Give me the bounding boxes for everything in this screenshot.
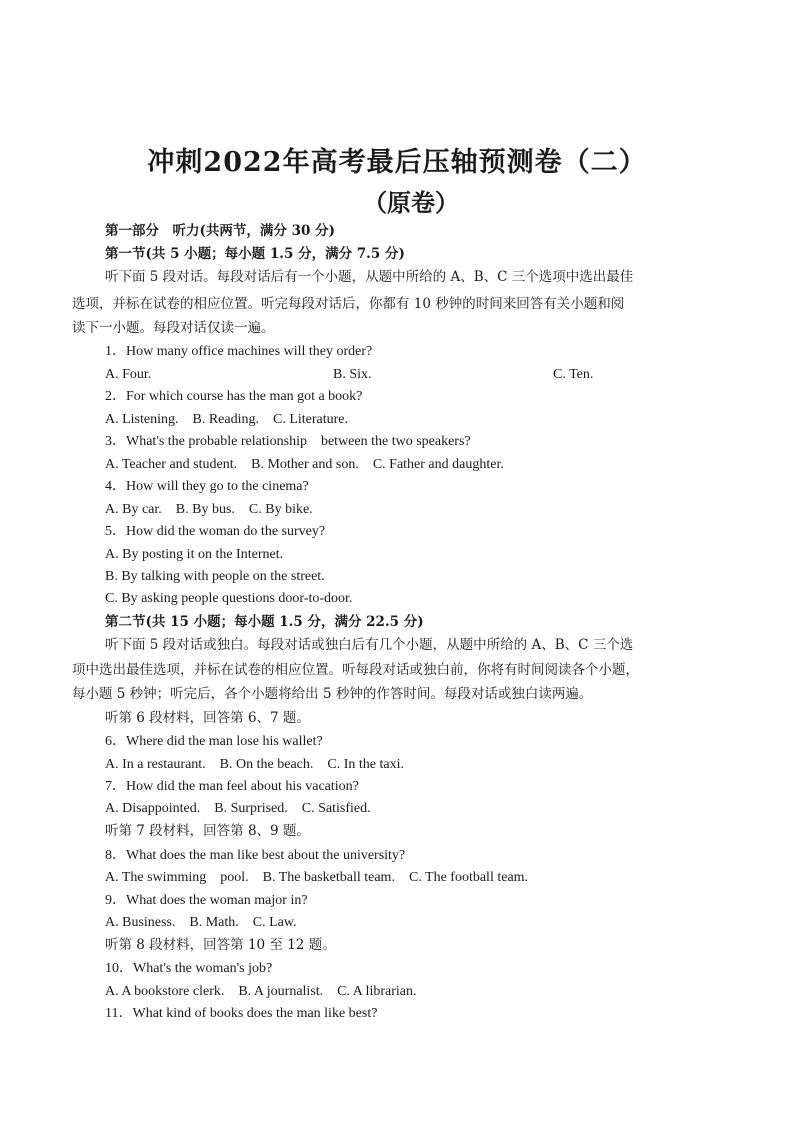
page-subtitle: （原卷） xyxy=(363,188,459,217)
question-6-options: A. In a restaurant. B. On the beach. C. In the taxi. xyxy=(105,757,404,772)
question-11-stem: 11．What kind of books does the man like best? xyxy=(105,1006,378,1021)
question-10-stem: 10．What's the woman's job? xyxy=(105,961,273,976)
question-3-stem: 3．What's the probable relationship between the two speakers? xyxy=(105,434,471,449)
question-2-options: A. Listening. B. Reading. C. Literature. xyxy=(105,412,349,427)
question-8-stem: 8．What does the man like best about the university? xyxy=(105,848,406,863)
question-3-options: A. Teacher and student. B. Mother and son. C. Father and daughter. xyxy=(105,457,504,472)
q5-option-a: A. By posting it on the Internet. xyxy=(105,547,284,562)
section1-instructions-2: 选项，并标在试卷的相应位置。听完每段对话后，你都有 10 秒钟的时间来回答有关小题和阅 xyxy=(72,296,625,312)
material-7-note: 听第 7 段材料，回答第 8、9 题。 xyxy=(105,823,310,839)
question-7-stem: 7．How did the man feel about his vacation? xyxy=(105,779,359,794)
q1-option-a: A. Four. xyxy=(105,367,152,382)
question-9-options: A. Business. B. Math. C. Law. xyxy=(105,915,297,930)
section2-heading: 第二节(共 15 小题；每小题 1.5 分，满分 22.5 分) xyxy=(105,614,424,630)
q5-option-c: C. By asking people questions door-to-door. xyxy=(105,591,353,606)
material-8-note: 听第 8 段材料，回答第 10 至 12 题。 xyxy=(105,937,336,953)
question-9-stem: 9．What does the woman major in? xyxy=(105,893,308,908)
section1-instructions-3: 读下一小题。每段对话仅读一遍。 xyxy=(72,320,275,336)
q1-option-b: B. Six. xyxy=(333,367,372,382)
question-2-stem: 2．For which course has the man got a book? xyxy=(105,389,363,404)
section2-instructions-1: 听下面 5 段对话或独白。每段对话或独白后有几个小题，从题中所给的 A、B、C 三个选 xyxy=(105,637,634,653)
question-4-stem: 4．How will they go to the cinema? xyxy=(105,479,309,494)
question-8-options: A. The swimming pool. B. The basketball team. C. The football team. xyxy=(105,870,529,885)
question-4-options: A. By car. B. By bus. C. By bike. xyxy=(105,502,313,517)
part1-heading: 第一部分 听力(共两节，满分 30 分) xyxy=(105,223,335,239)
question-7-options: A. Disappointed. B. Surprised. C. Satisfied. xyxy=(105,801,371,816)
section1-heading: 第一节(共 5 小题；每小题 1.5 分，满分 7.5 分) xyxy=(105,246,405,262)
material-6-note: 听第 6 段材料，回答第 6、7 题。 xyxy=(105,710,310,726)
q1-option-c: C. Ten. xyxy=(553,367,594,382)
section2-instructions-2: 项中选出最佳选项，并标在试卷的相应位置。听每段对话或独白前，你将有时间阅读各个小题， xyxy=(72,662,639,678)
question-1-stem: 1．How many office machines will they order? xyxy=(105,344,373,359)
question-6-stem: 6．Where did the man lose his wallet? xyxy=(105,734,323,749)
page-title: 冲刺2022年高考最后压轴预测卷（二） xyxy=(147,147,647,178)
question-5-stem: 5．How did the woman do the survey? xyxy=(105,524,326,539)
section1-instructions-1: 听下面 5 段对话。每段对话后有一个小题，从题中所给的 A、B、C 三个选项中选出最佳 xyxy=(105,269,634,285)
question-10-options: A. A bookstore clerk. B. A journalist. C. A librarian. xyxy=(105,984,417,999)
section2-instructions-3: 每小题 5 秒钟；听完后，各个小题将给出 5 秒钟的作答时间。每段对话或独白读两遍。 xyxy=(72,686,593,702)
q5-option-b: B. By talking with people on the street. xyxy=(105,569,325,584)
